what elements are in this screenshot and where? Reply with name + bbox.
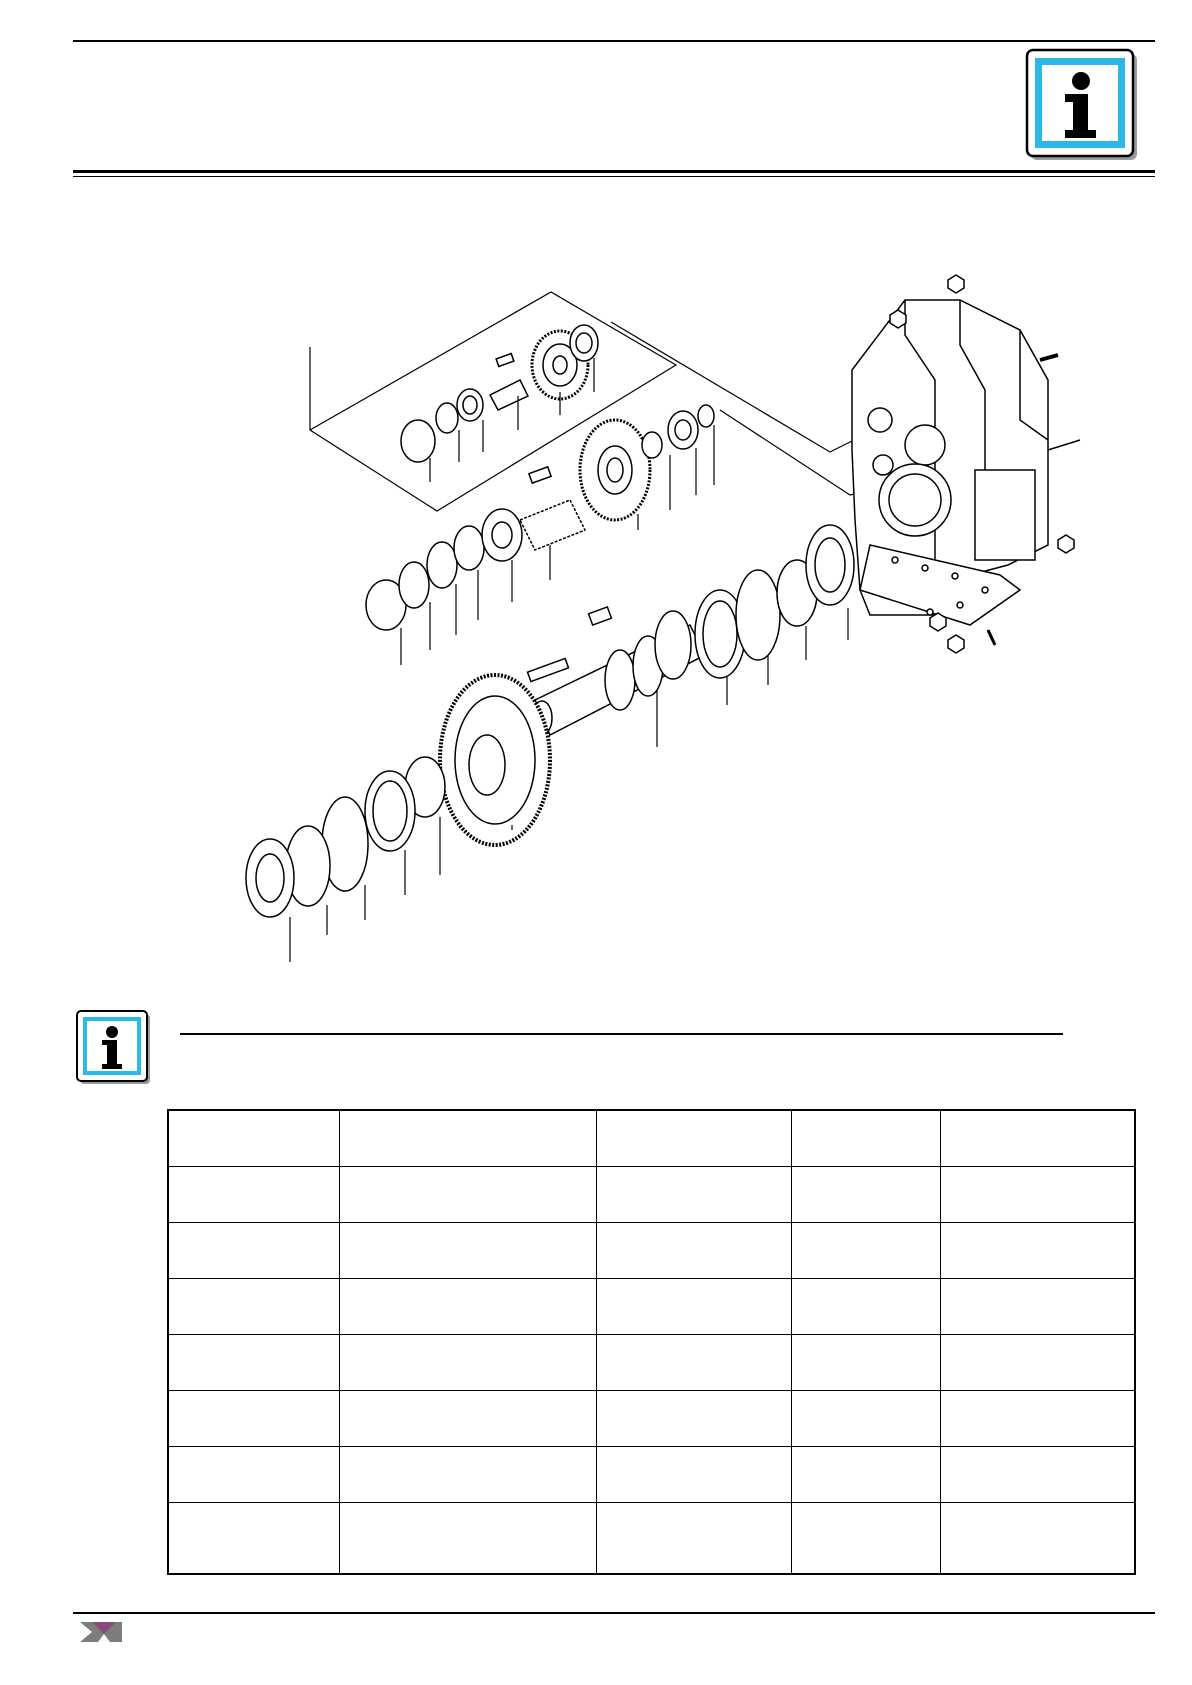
note-info-icon	[76, 1010, 152, 1086]
table-cell	[339, 1167, 596, 1223]
table-cell	[339, 1503, 596, 1575]
footer-rule	[73, 1612, 1155, 1614]
table-cell	[791, 1279, 940, 1335]
table-cell	[339, 1447, 596, 1503]
table-cell	[791, 1503, 940, 1575]
table-cell	[168, 1447, 339, 1503]
table-cell	[596, 1223, 791, 1279]
table-cell	[940, 1335, 1135, 1391]
table-row	[168, 1223, 1135, 1279]
table-cell	[168, 1223, 339, 1279]
table-cell	[940, 1391, 1135, 1447]
table-cell	[596, 1335, 791, 1391]
table-cell	[596, 1279, 791, 1335]
output-shaft-assembly	[246, 525, 854, 917]
input-shaft-subassembly	[401, 325, 598, 462]
table-cell	[339, 1391, 596, 1447]
table-cell	[168, 1167, 339, 1223]
table-cell	[940, 1223, 1135, 1279]
table-header-cell	[339, 1110, 596, 1167]
table-row	[168, 1279, 1135, 1335]
manufacturer-logo-icon	[78, 1620, 124, 1644]
table-cell	[596, 1167, 791, 1223]
table-header-cell	[940, 1110, 1135, 1167]
table-cell	[339, 1335, 596, 1391]
table-cell	[791, 1391, 940, 1447]
table-cell	[791, 1167, 940, 1223]
table-cell	[940, 1279, 1135, 1335]
table-header-row	[168, 1110, 1135, 1167]
gearbox-housing	[852, 275, 1080, 653]
table-cell	[596, 1503, 791, 1575]
table-cell	[791, 1223, 940, 1279]
table-cell	[940, 1503, 1135, 1575]
table-cell	[940, 1167, 1135, 1223]
table-cell	[596, 1447, 791, 1503]
table-cell	[339, 1223, 596, 1279]
table-cell	[168, 1503, 339, 1575]
table-cell	[940, 1447, 1135, 1503]
table-cell	[339, 1279, 596, 1335]
table-cell	[791, 1447, 940, 1503]
parts-table	[167, 1109, 1136, 1575]
table-cell	[168, 1279, 339, 1335]
table-header-cell	[168, 1110, 339, 1167]
table-row	[168, 1335, 1135, 1391]
note-rule	[180, 1033, 1063, 1035]
table-cell	[168, 1391, 339, 1447]
table-header-cell	[596, 1110, 791, 1167]
table-cell	[596, 1391, 791, 1447]
table-row	[168, 1167, 1135, 1223]
table-cell	[168, 1335, 339, 1391]
table-cell	[791, 1335, 940, 1391]
table-row	[168, 1503, 1135, 1575]
table-header-cell	[791, 1110, 940, 1167]
table-row	[168, 1391, 1135, 1447]
table-row	[168, 1447, 1135, 1503]
